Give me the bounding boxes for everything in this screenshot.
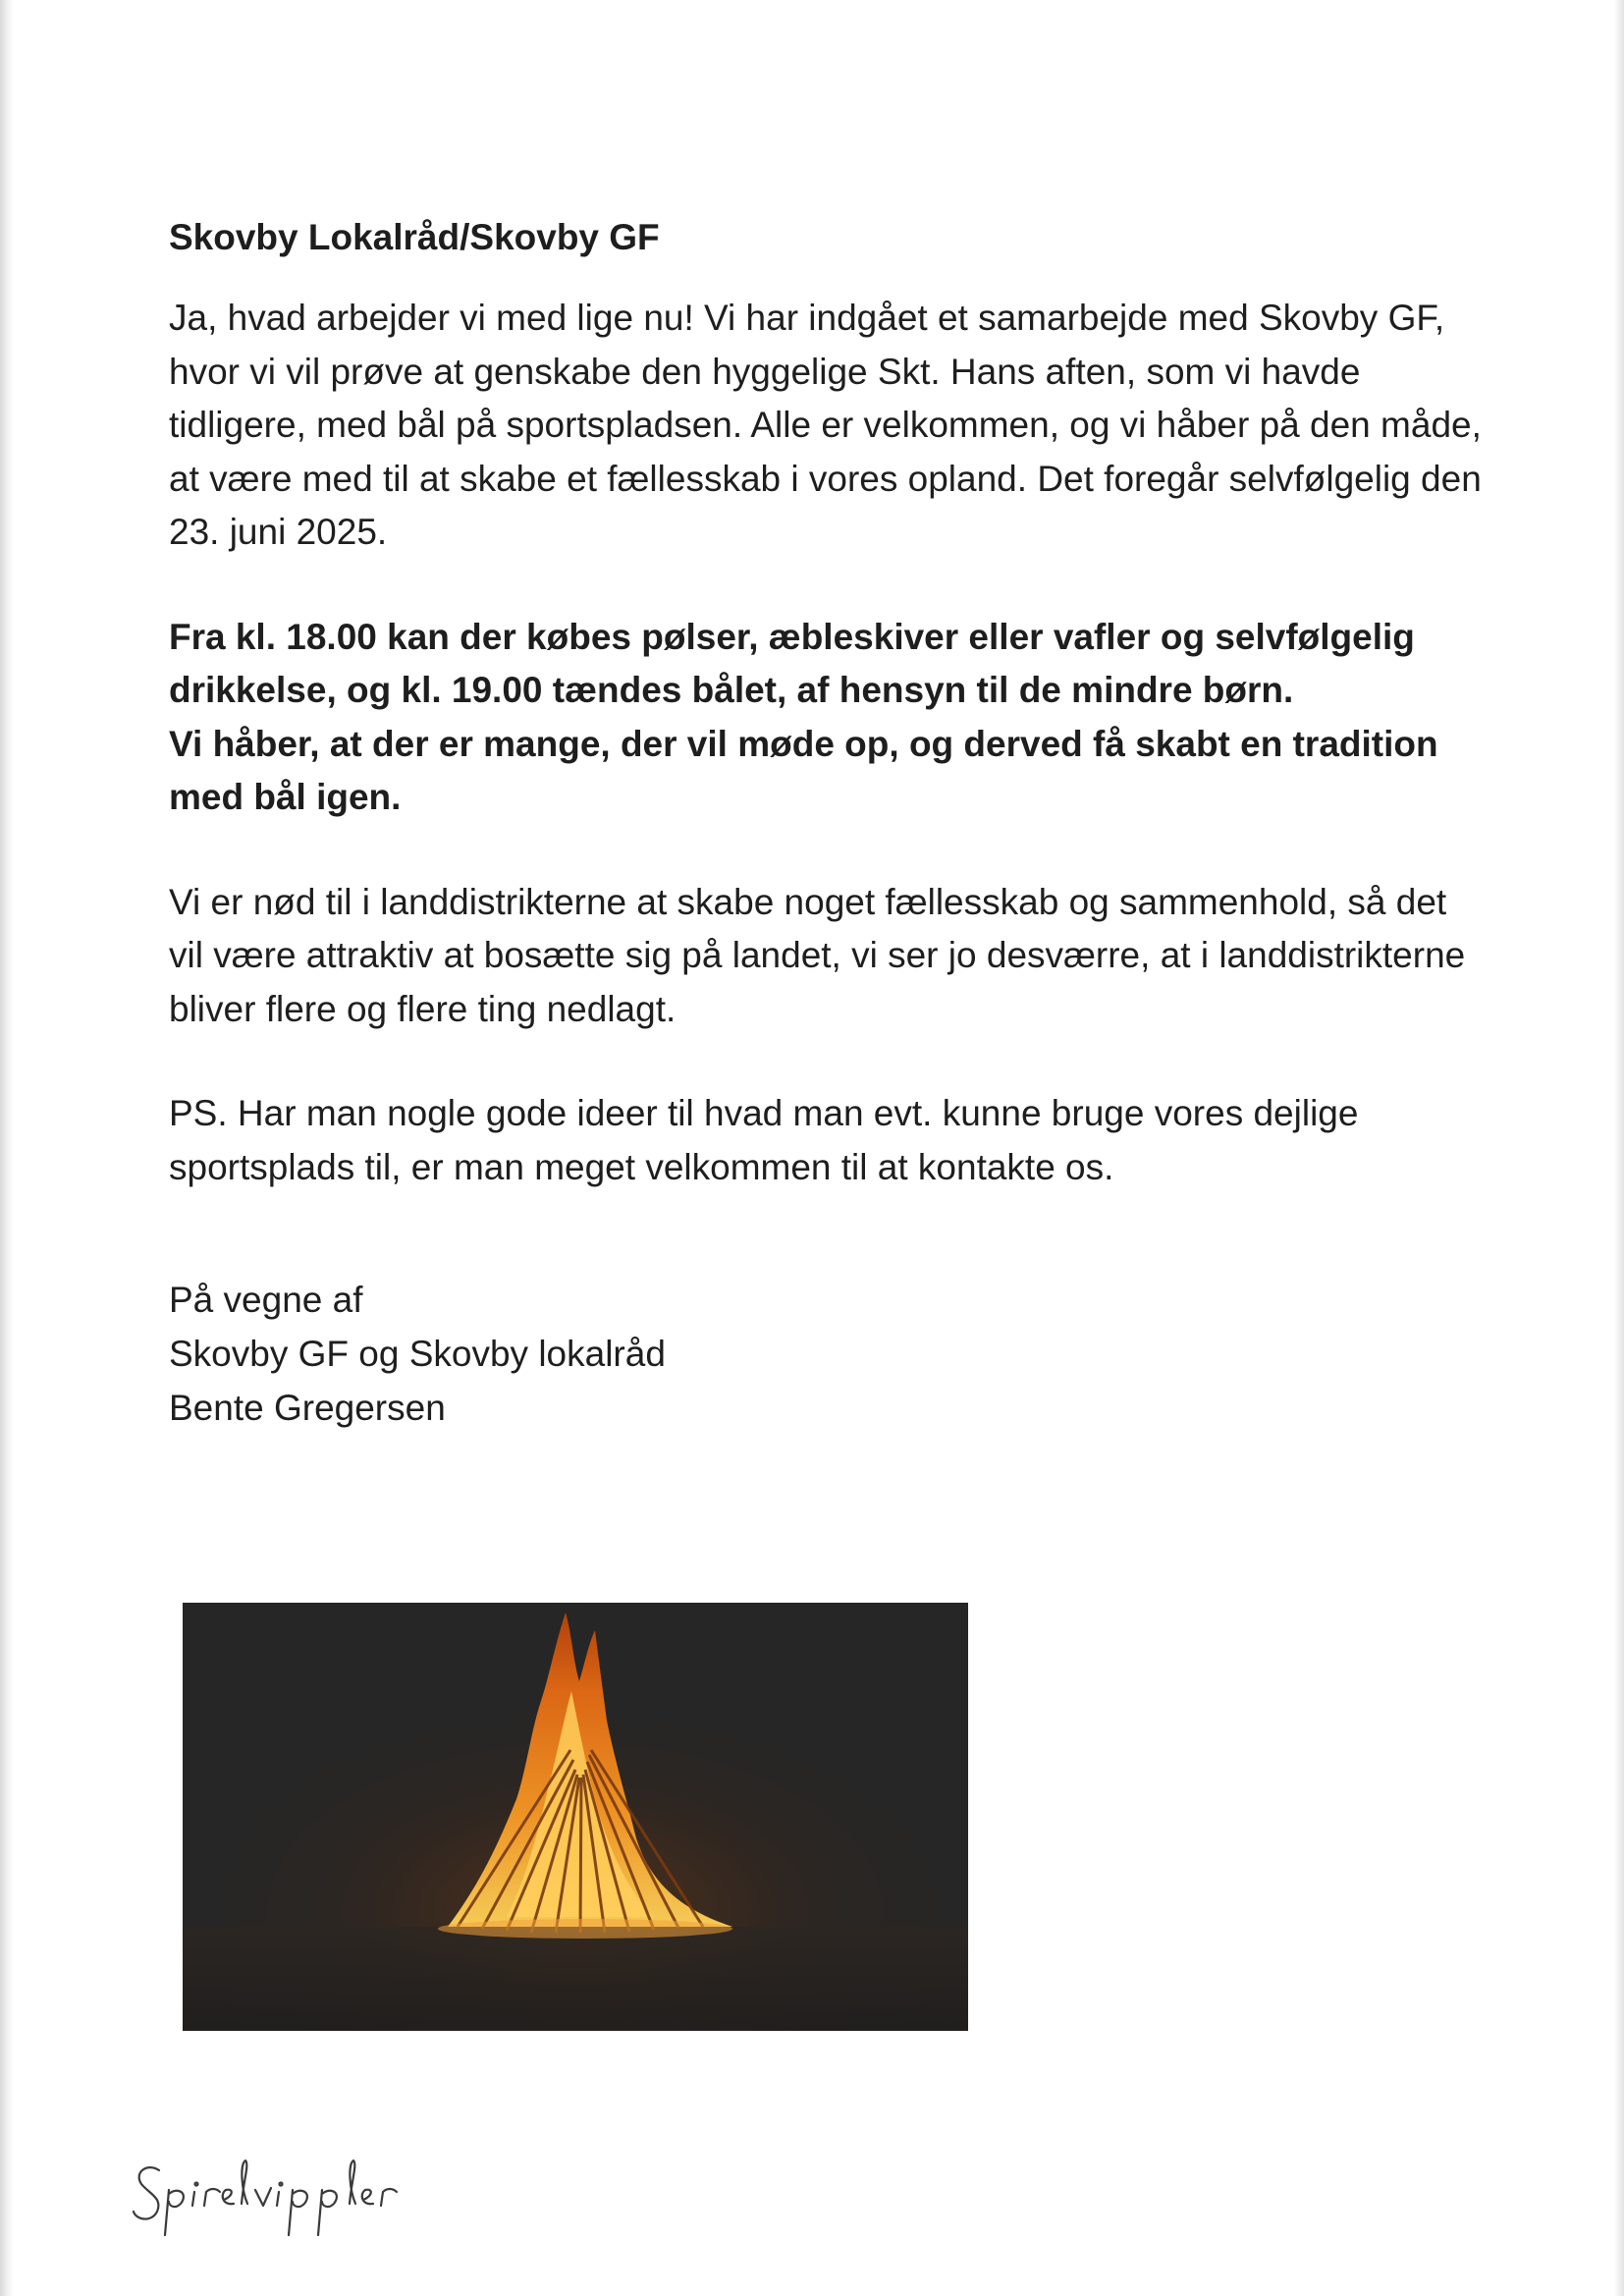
paragraph-schedule [169,611,1485,825]
signature-block [169,1273,1485,1435]
letter-body [169,211,1485,1435]
signature-line-behalf: På vegne af [169,1280,363,1320]
bonfire-photo [183,1603,968,2031]
paragraph-tradition-text: Vi håber, at der er mange, der vil møde op, og derved få skabt en tradition med bål igen. [169,723,1438,817]
bonfire-icon [183,1603,968,2031]
signature-line-name: Bente Gregersen [169,1388,446,1428]
handwritten-note-text: Spirevippler [128,2247,134,2248]
paragraph-community: Vi er nød til i landdistrikterne at skabe noget fællesskab og sammenhold, så det vil være attraktiv at bosætte sig på landet, vi ser jo desværre, at i landdistrikterne bliver flere og flere ting nedlagt. [169,881,1466,1029]
paragraph-intro: Ja, hvad arbejder vi med lige nu! Vi har indgået et samarbejde med Skovby GF, hvor vi vil prøve at genskabe den hyggelige Skt. Hans aften, som vi havde tidligere, med bål på sportspladsen. Alle er velkommen, og vi håber på den måde, at være med til at skabe et fællesskab i vores opland. Det foregår selvfølgelig den 23. juni 2025. [169,298,1482,552]
paragraph-ps: PS. Har man nogle gode ideer til hvad man evt. kunne bruge vores dejlige sportsplads til, er man meget velkommen til at kontakte os. [169,1093,1359,1187]
scan-edge-left [0,0,14,2296]
letter-heading: Skovby Lokalråd/Skovby GF [169,217,660,257]
paragraph-schedule-text: Fra kl. 18.00 kan der købes pølser, æbleskiver eller vafler og selvfølgelig drikkelse, og kl. 19.00 tændes bålet, af hensyn til de mindre børn. [169,616,1415,710]
scan-edge-right [1614,0,1624,2296]
signature-line-organizations: Skovby GF og Skovby lokalråd [169,1334,666,1374]
handwritten-note [128,2141,461,2249]
handwritten-signature-icon [128,2141,461,2249]
